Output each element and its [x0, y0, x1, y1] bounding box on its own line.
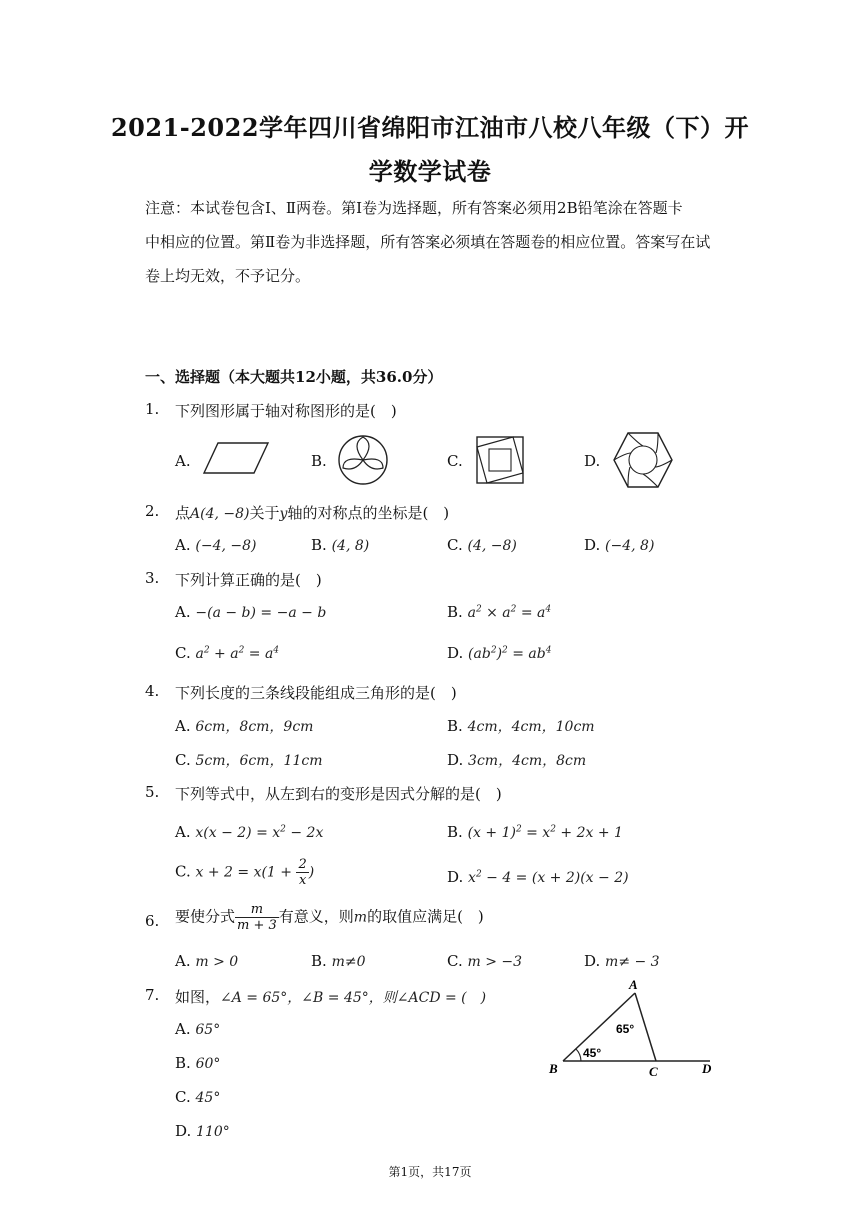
question-text: 如图，∠A = 65°，∠B = 45°，则∠ACD = ( ) [175, 988, 487, 1006]
question-number: 5. [145, 783, 160, 801]
vertex-a-label: A [629, 977, 638, 992]
q6-option-c: C. m > −3 [447, 952, 523, 970]
vertex-d-label: D [702, 1061, 712, 1076]
q2-option-b: B. (4, 8) [311, 536, 370, 554]
page-footer: 第1页，共17页 [388, 1165, 472, 1179]
q7-option-a: A. 65° [175, 1020, 221, 1038]
question-text: 下列长度的三条线段能组成三角形的是( ) [175, 684, 457, 702]
q3-option-a: A. −(a − b) = −a − b [175, 603, 327, 621]
option-d-label: D. [584, 452, 601, 470]
question-number: 3. [145, 569, 160, 587]
note-line3: 卷上均无效，不予记分。 [145, 267, 311, 285]
q4-option-b: B. 4cm，4cm，10cm [447, 717, 595, 735]
note-line1: 注意：本试卷包含Ⅰ、Ⅱ两卷。第Ⅰ卷为选择题，所有答案必须用2B铅笔涂在答题卡 [145, 199, 683, 217]
option-a-label: A. [175, 452, 191, 470]
hexagon-pinwheel-figure [612, 431, 674, 489]
q2-option-c: C. (4, −8) [447, 536, 517, 554]
vertex-c-label: C [649, 1064, 658, 1079]
q5-option-c: C. x + 2 = x(1 + $\frac{2}{x}$ ) [175, 857, 315, 888]
question-text: 要使分式 $\frac{m}{m + 3}$ 有意义，则m的取值应满足( ) [175, 902, 484, 933]
option-b-label: B. [311, 452, 327, 470]
triangle-figure [545, 975, 720, 1080]
q3-option-c: C. $a^2 + a^2 = a^4$ [175, 644, 280, 662]
question-text: 点A(4, −8)关于y轴的对称点的坐标是( ) [175, 504, 450, 522]
note-line2: 中相应的位置。第Ⅱ卷为非选择题，所有答案必须填在答题卷的相应位置。答案写在试 [145, 233, 711, 251]
question-4 [0, 682, 860, 706]
q2-option-d: D. (−4, 8) [584, 536, 655, 554]
q3-option-d: D. $(ab^2)^2 = ab^4$ [447, 644, 552, 662]
question-number: 4. [145, 682, 160, 700]
angle-b-label: 45° [583, 1046, 602, 1060]
q7-option-c: C. 45° [175, 1088, 221, 1106]
q3-option-b: B. $a^2 \times a^2 = a^4$ [447, 603, 552, 621]
q7-option-b: B. 60° [175, 1054, 221, 1072]
q2-option-a: A. (−4, −8) [175, 536, 257, 554]
question-text: 下列等式中，从左到右的变形是因式分解的是( ) [175, 785, 502, 803]
question-number: 1. [145, 400, 160, 418]
question-5 [0, 783, 860, 807]
question-text: 下列图形属于轴对称图形的是( ) [175, 402, 397, 420]
side-ac [635, 993, 656, 1061]
vertex-b-label: B [549, 1061, 558, 1076]
question-6 [0, 902, 860, 942]
question-text: 下列计算正确的是( ) [175, 571, 322, 589]
question-7 [0, 986, 560, 1010]
question-number: 6. [145, 912, 160, 930]
q5-option-a: A. $x(x - 2) = x^2 - 2x$ [175, 823, 324, 841]
section-heading: 一、选择题（本大题共12小题，共36.0分） [145, 368, 443, 386]
question-2 [0, 502, 860, 526]
question-number: 7. [145, 986, 160, 1004]
parallelogram-figure [202, 440, 272, 478]
page-title-line1: 2021-2022学年四川省绵阳市江油市八校八年级（下）开 [110, 113, 750, 142]
q6-option-b: B. m≠0 [311, 952, 366, 970]
option-c-label: C. [447, 452, 463, 470]
q4-option-d: D. 3cm，4cm，8cm [447, 751, 587, 769]
q7-option-d: D. 110° [175, 1122, 230, 1140]
q5-option-b: B. $(x + 1)^2 = x^2 + 2x + 1$ [447, 823, 623, 841]
q4-option-a: A. 6cm，8cm，9cm [175, 717, 314, 735]
page-title-line2: 学数学试卷 [368, 157, 492, 186]
q6-option-a: A. m > 0 [175, 952, 239, 970]
question-1 [0, 400, 860, 480]
squares-figure [475, 435, 527, 487]
q6-option-d: D. m≠ − 3 [584, 952, 660, 970]
q5-option-d: D. $x^2 - 4 = (x + 2)(x - 2)$ [447, 868, 629, 886]
question-3 [0, 569, 860, 593]
angle-a-label: 65° [616, 1022, 635, 1036]
q4-option-c: C. 5cm，6cm，11cm [175, 751, 323, 769]
question-number: 2. [145, 502, 160, 520]
circle-petals-figure [337, 434, 389, 486]
